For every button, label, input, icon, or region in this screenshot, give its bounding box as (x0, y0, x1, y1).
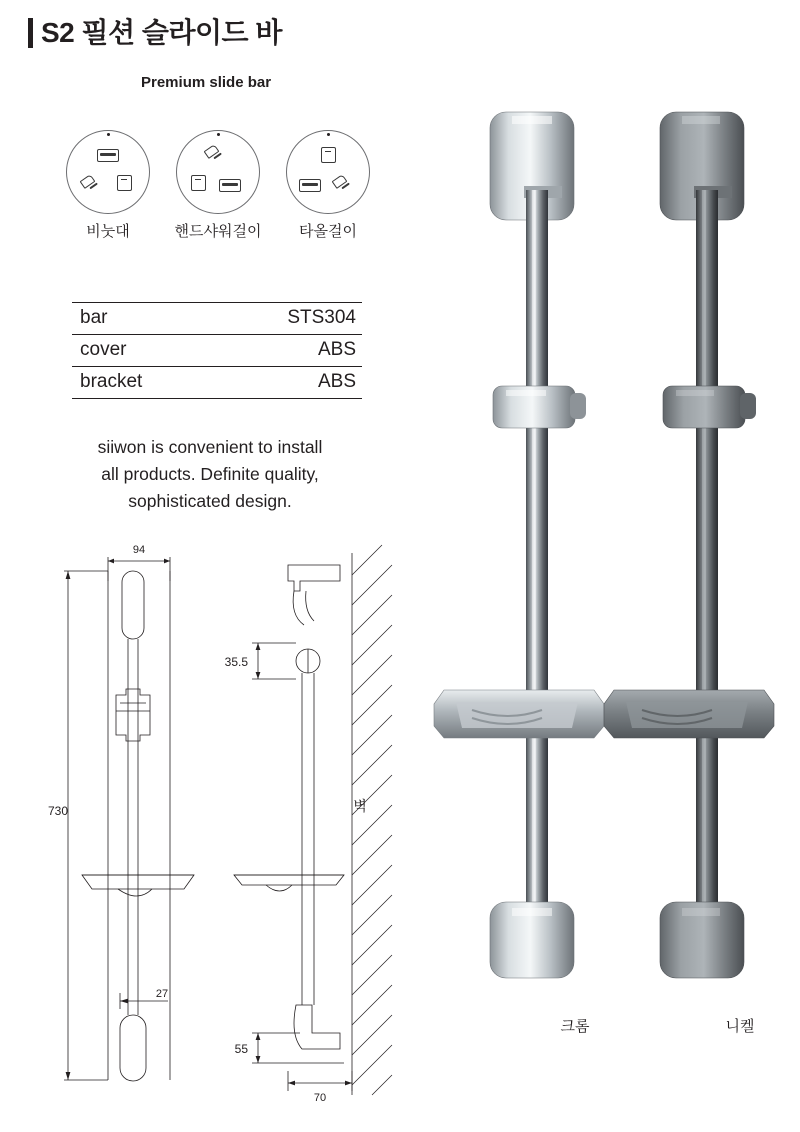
product-chrome (434, 112, 604, 978)
feature-circle (66, 130, 150, 214)
spec-part-name: bar (72, 303, 213, 335)
soap-dish-icon (219, 179, 241, 192)
copy-line-3: sophisticated design. (128, 491, 292, 512)
dim-front-height: 730 (47, 804, 69, 818)
towel-icon (117, 175, 132, 191)
product-photo-group (420, 90, 790, 1050)
feature-circle (286, 130, 370, 214)
table-row (72, 335, 362, 367)
feature-item-hand-shower-holder (170, 130, 266, 241)
feature-label: 타올걸이 (299, 223, 357, 240)
title-accent-bar (28, 18, 33, 48)
spec-material: STS304 (213, 303, 362, 335)
copy-line-1: siiwon is convenient to install (97, 437, 323, 457)
pointer-dot-icon (217, 133, 220, 136)
photo-caption-nickel: 니켈 (725, 1018, 755, 1035)
dim-front-width: 94 (132, 544, 146, 556)
marketing-copy (40, 434, 380, 515)
dim-side-bottom: 55 (234, 1042, 248, 1056)
title-block (28, 18, 282, 48)
feature-label: 비눗대 (86, 223, 130, 240)
dim-side-top: 35.5 (224, 655, 248, 669)
spec-part-name: bracket (72, 367, 213, 399)
hand-shower-icon (81, 177, 99, 189)
spec-material: ABS (213, 367, 362, 399)
product-nickel (604, 112, 774, 978)
page-subtitle: Premium slide bar (141, 74, 272, 91)
dim-front-bottom: 27 (155, 988, 169, 1000)
hand-shower-icon (333, 177, 351, 189)
hand-shower-icon (205, 147, 223, 159)
soap-dish-icon (97, 149, 119, 162)
wall-label: 벽 (353, 798, 367, 814)
page-title: S2 필션 슬라이드 바 (41, 17, 282, 48)
technical-drawings (20, 535, 420, 1105)
soap-dish-icon (299, 179, 321, 192)
pointer-dot-icon (107, 133, 110, 136)
copy-line-2: all products. Definite quality, (101, 464, 319, 485)
spec-part-name: cover (72, 335, 213, 367)
feature-label: 핸드샤워걸이 (174, 223, 262, 240)
feature-item-towel-bar (280, 130, 376, 241)
towel-icon (321, 147, 336, 163)
feature-circle (176, 130, 260, 214)
feature-item-soap-dish (60, 130, 156, 241)
table-row (72, 303, 362, 335)
photo-caption-chrome: 크롬 (560, 1018, 590, 1035)
spec-material: ABS (213, 335, 362, 367)
pointer-dot-icon (327, 133, 330, 136)
table-row (72, 367, 362, 399)
dim-side-depth: 70 (313, 1092, 327, 1104)
material-spec-table (72, 302, 362, 399)
towel-icon (191, 175, 206, 191)
